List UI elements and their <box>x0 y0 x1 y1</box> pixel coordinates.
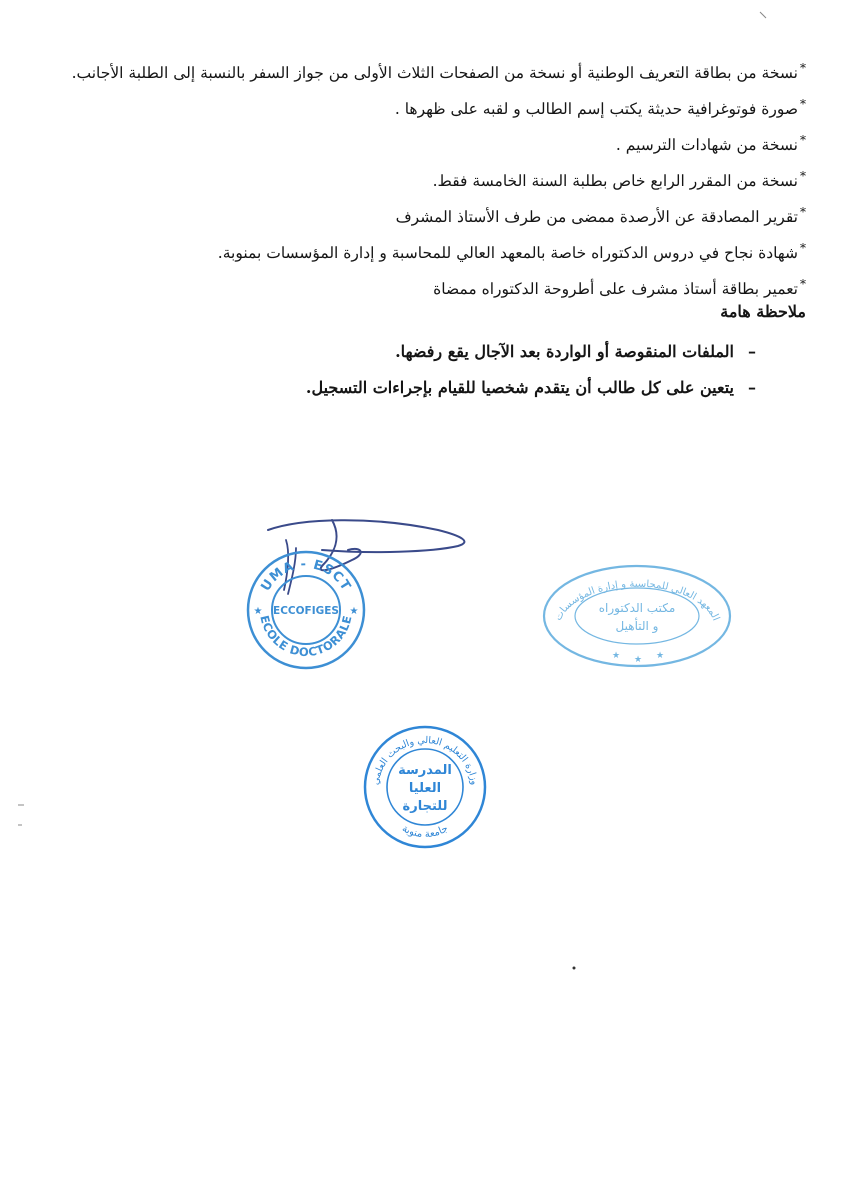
school-seal-stamp <box>362 724 488 850</box>
requirement-text: تقرير المصادقة عن الأرصدة ممضى من طرف الأستاذ المشرف <box>395 208 798 227</box>
dash-marker: – <box>748 378 756 397</box>
seal-line1: المدرسة <box>398 763 452 778</box>
seal-bottom-text: جامعة منوبة <box>399 823 451 841</box>
note-item <box>306 376 756 412</box>
requirement-text: نسخة من بطاقة التعريف الوطنية أو نسخة من الصفحات الثلاث الأولى من جواز السفر بالنسبة إلى الطلبة الأجانب. <box>71 64 798 83</box>
doctorate-office-stamp <box>540 562 734 670</box>
bullet-marker: * <box>800 133 806 147</box>
bullet-marker: * <box>800 97 806 111</box>
svg-text:★: ★ <box>656 651 665 661</box>
requirement-text: صورة فوتوغرافية حديثة يكتب إسم الطالب و لقبه على ظهرها . <box>394 100 798 119</box>
svg-text:★: ★ <box>349 606 359 617</box>
stamp-arc-text: المعهد العالي للمحاسبة و إدارة المؤسسات <box>552 578 722 623</box>
requirements-list <box>46 58 806 310</box>
ecole-doctorale-stamp <box>244 548 368 672</box>
list-item <box>46 130 806 166</box>
bullet-marker: * <box>800 277 806 291</box>
stamp-center-text: ECCOFIGES <box>273 605 339 617</box>
list-item <box>46 274 806 310</box>
seal-line2: العليا <box>408 781 442 796</box>
dash-marker: – <box>748 342 756 361</box>
list-item <box>46 202 806 238</box>
note-title: ملاحظة هامة <box>720 302 806 321</box>
note-text: يتعين على كل طالب أن يتقدم شخصيا للقيام بإجراءات التسجيل. <box>305 378 734 397</box>
bullet-marker: * <box>800 241 806 255</box>
requirement-text: نسخة من شهادات الترسيم . <box>615 136 798 155</box>
list-item <box>46 166 806 202</box>
stamp-line2: و التأهيل <box>615 619 659 633</box>
svg-text:★: ★ <box>634 655 643 665</box>
list-item <box>46 58 806 94</box>
list-item <box>46 94 806 130</box>
note-list <box>306 340 756 412</box>
bullet-marker: * <box>800 205 806 219</box>
stamp-bottom-text: ECOLE DOCTORALE <box>257 614 355 660</box>
note-item <box>306 340 756 376</box>
note-text: الملفات المنقوصة أو الواردة بعد الآجال يقع رفضها. <box>395 342 734 361</box>
svg-text:★: ★ <box>612 651 621 661</box>
svg-text:★: ★ <box>253 606 263 617</box>
stamp-top-text: UMA - ESCT <box>258 556 354 595</box>
seal-line3: للتجارة <box>402 799 448 814</box>
requirement-text: نسخة من المقرر الرابع خاص بطلبة السنة الخامسة فقط. <box>432 172 798 191</box>
seal-ring-text: وزارة التعليم العالي والبحث العلمي <box>370 734 480 786</box>
requirement-text: شهادة نجاح في دروس الدكتوراه خاصة بالمعهد العالي للمحاسبة و إدارة المؤسسات بمنوبة. <box>217 244 798 263</box>
list-item <box>46 238 806 274</box>
bullet-marker: * <box>800 61 806 75</box>
bullet-marker: * <box>800 169 806 183</box>
svg-text:ECOLE DOCTORALE <box>257 614 354 659</box>
stamp-line1: مكتب الدكتوراه <box>598 601 676 615</box>
requirement-text: تعمير بطاقة أستاذ مشرف على أطروحة الدكتوراه ممضاة <box>433 280 798 299</box>
